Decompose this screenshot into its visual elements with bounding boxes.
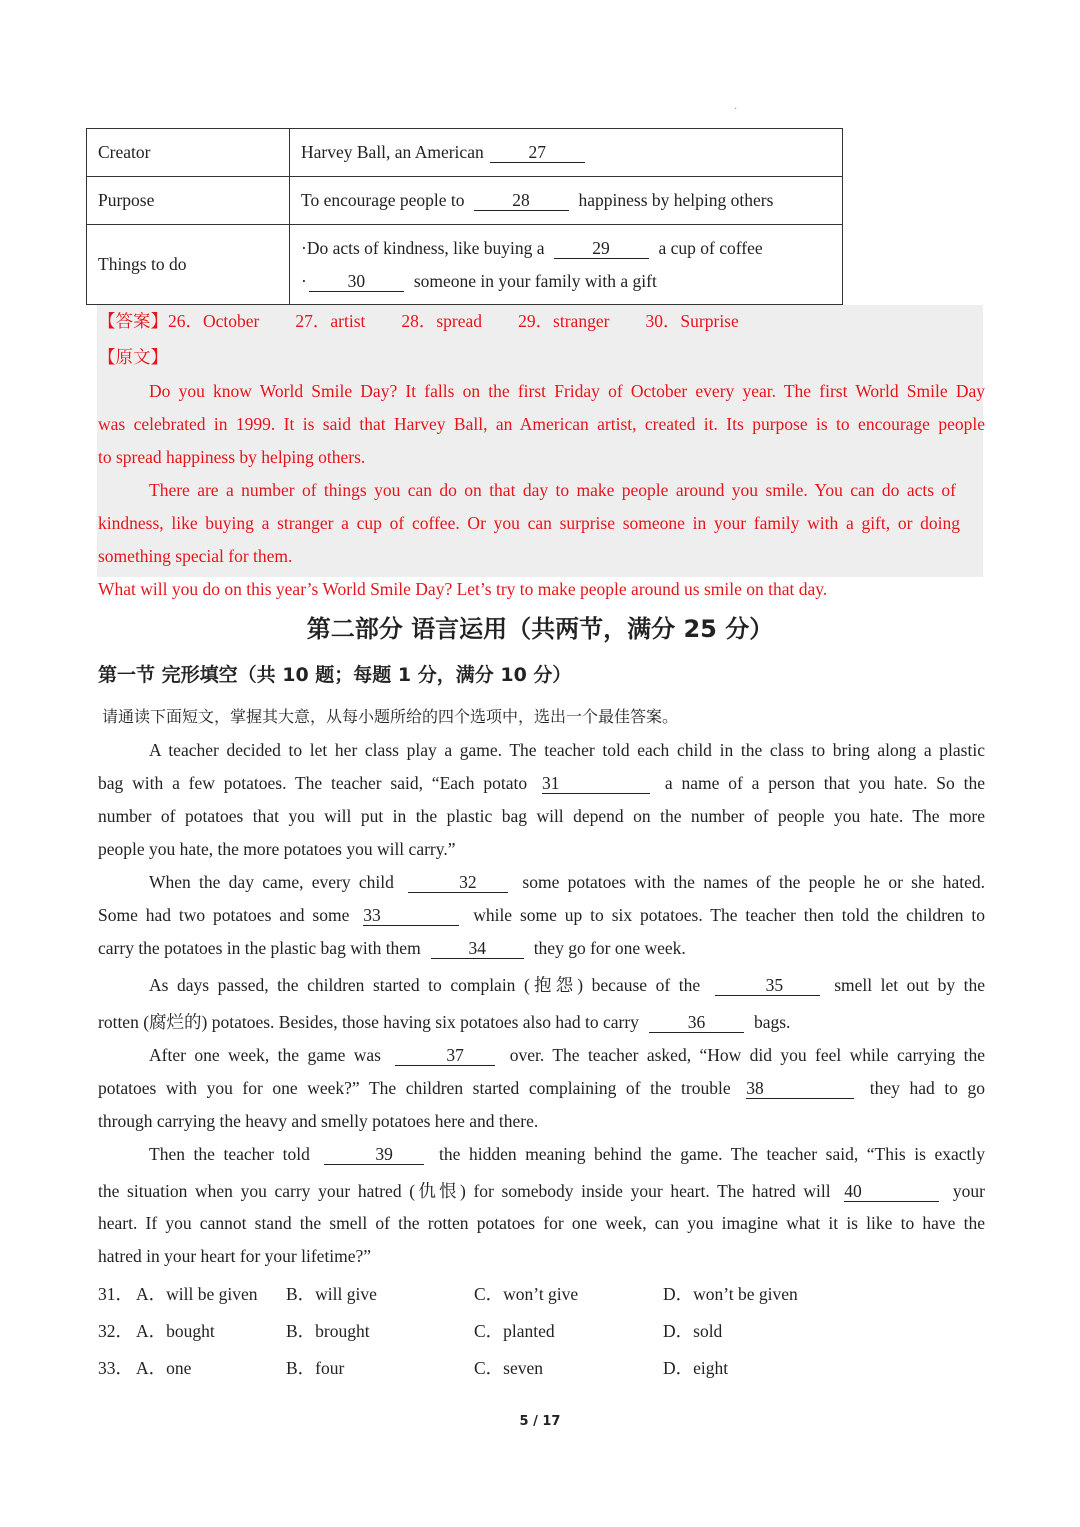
option-d[interactable]: D．eight xyxy=(663,1358,729,1378)
blank-30: 30 xyxy=(309,272,404,292)
source-line: was celebrated in 1999. It is said that Harvey Ball, an American artist, created it. Its purpose is to encourage people xyxy=(98,414,985,434)
option-d[interactable]: D．won’t be given xyxy=(663,1284,798,1304)
option-number: 33． xyxy=(98,1358,133,1378)
answer-line xyxy=(98,308,739,333)
blank-37: 37 xyxy=(395,1046,495,1066)
row-value xyxy=(290,129,843,177)
page-number: 5 / 17 xyxy=(519,1414,561,1429)
option-d[interactable]: D．sold xyxy=(663,1321,723,1341)
option-a[interactable]: A．one xyxy=(136,1358,192,1378)
blank-39: 39 xyxy=(324,1145,424,1165)
blank-27: 27 xyxy=(490,143,585,163)
source-line: kindness, like buying a stranger a cup of coffee. Or you can surprise someone in your family with a gift, or doing xyxy=(98,513,960,533)
blank-40: 40 xyxy=(844,1182,939,1202)
passage-line: bag with a few potatoes. The teacher said, “Each potato 31 a name of a person that you hate. So the xyxy=(98,773,986,793)
blank-31: 31 xyxy=(542,774,650,794)
passage-line: rotten (腐烂的) potatoes. Besides, those having six potatoes also had to carry 36 bags. xyxy=(98,1012,791,1032)
blank-29: 29 xyxy=(554,239,649,259)
answer-item: 26．October xyxy=(168,311,260,331)
blank-35: 35 xyxy=(715,976,820,996)
blank-36: 36 xyxy=(649,1013,744,1033)
option-a[interactable]: A．bought xyxy=(136,1321,215,1341)
passage-line: people you hate, the more potatoes you will carry.” xyxy=(98,839,456,859)
row-text: · xyxy=(301,270,307,291)
row-value xyxy=(290,225,843,305)
blank-33: 33 xyxy=(363,906,459,926)
passage-line: Then the teacher told 39 the hidden meaning behind the game. The teacher said, “This is exactly xyxy=(149,1144,986,1164)
answer-item: 28．spread xyxy=(401,311,483,331)
table-row xyxy=(87,129,843,177)
blank-32: 32 xyxy=(408,873,508,893)
row-key: Purpose xyxy=(87,177,290,225)
option-a[interactable]: A．will be given xyxy=(136,1284,258,1304)
section-title: 第二部分 语言运用（共两节，满分 25 分） xyxy=(306,615,774,643)
source-line: There are a number of things you can do on that day to make people around you smile. You can do acts of xyxy=(149,480,956,500)
passage-line: through carrying the heavy and smelly potatoes here and there. xyxy=(98,1111,539,1131)
row-text: happiness by helping others xyxy=(578,190,774,210)
passage-line: potatoes with you for one week?” The children started complaining of the trouble 38 they had to go xyxy=(98,1078,986,1098)
table-row xyxy=(87,177,843,225)
row-value xyxy=(290,177,843,225)
answer-panel xyxy=(97,305,983,577)
info-table xyxy=(86,128,843,305)
row-key: Things to do xyxy=(87,225,290,305)
passage-line: the situation when you carry your hatred (仇恨) for somebody inside your heart. The hatred will 40 your xyxy=(98,1181,985,1201)
passage-line: carry the potatoes in the plastic bag with them 34 they go for one week. xyxy=(98,938,686,958)
option-number: 32． xyxy=(98,1321,133,1341)
blank-28: 28 xyxy=(474,191,569,211)
answer-item: 27．artist xyxy=(295,311,366,331)
passage-line: A teacher decided to let her class play a game. The teacher told each child in the class to bring along a plastic xyxy=(149,740,985,760)
row-text: ·Do acts of kindness, like buying a xyxy=(301,237,545,258)
answer-item: 29．stranger xyxy=(518,311,610,331)
table-row xyxy=(87,225,843,305)
passage-line: When the day came, every child 32 some potatoes with the names of the people he or she hated. xyxy=(149,872,986,892)
row-text: someone in your family with a gift xyxy=(413,270,657,291)
option-b[interactable]: B．four xyxy=(286,1358,345,1378)
passage-line: hatred in your heart for your lifetime?” xyxy=(98,1246,372,1266)
option-c[interactable]: C．planted xyxy=(474,1321,555,1341)
row-text: To encourage people to xyxy=(301,190,465,210)
answer-item: 30．Surprise xyxy=(645,311,739,331)
source-line: What will you do on this year’s World Smile Day? Let’s try to make people around us smile on that day. xyxy=(98,579,828,599)
option-b[interactable]: B．brought xyxy=(286,1321,370,1341)
source-label: 【原文】 xyxy=(98,347,168,367)
source-line: to spread happiness by helping others. xyxy=(98,447,366,467)
passage-line: As days passed, the children started to complain (抱怨) because of the 35 smell let out by the xyxy=(149,975,985,995)
source-line: something special for them. xyxy=(98,546,293,566)
row-text: a cup of coffee xyxy=(658,237,763,258)
option-number: 31． xyxy=(98,1284,133,1304)
row-text: Harvey Ball, an American xyxy=(301,142,484,162)
passage-line: Some had two potatoes and some 33 while some up to six potatoes. The teacher then told the children to xyxy=(98,905,986,925)
answer-label: 【答案】 xyxy=(98,311,168,331)
instruction: 请通读下面短文，掌握其大意，从每小题所给的四个选项中，选出一个最佳答案。 xyxy=(102,707,679,726)
row-key: Creator xyxy=(87,129,290,177)
blank-34: 34 xyxy=(431,939,524,959)
source-line: Do you know World Smile Day? It falls on the first Friday of October every year. The first World Smile Day xyxy=(149,381,985,401)
passage-line: After one week, the game was 37 over. The teacher asked, “How did you feel while carrying the xyxy=(149,1045,986,1065)
passage-line: number of potatoes that you will put in the plastic bag will depend on the number of people you hate. The more xyxy=(98,806,985,826)
option-c[interactable]: C．seven xyxy=(474,1358,544,1378)
option-b[interactable]: B．will give xyxy=(286,1284,377,1304)
blank-38: 38 xyxy=(746,1079,854,1099)
subsection-title: 第一节 完形填空（共 10 题；每题 1 分，满分 10 分） xyxy=(98,664,572,686)
top-mark: · xyxy=(734,104,738,115)
passage-line: heart. If you cannot stand the smell of the rotten potatoes for one week, can you imagine what it is like to have the xyxy=(98,1213,985,1233)
option-c[interactable]: C．won’t give xyxy=(474,1284,579,1304)
